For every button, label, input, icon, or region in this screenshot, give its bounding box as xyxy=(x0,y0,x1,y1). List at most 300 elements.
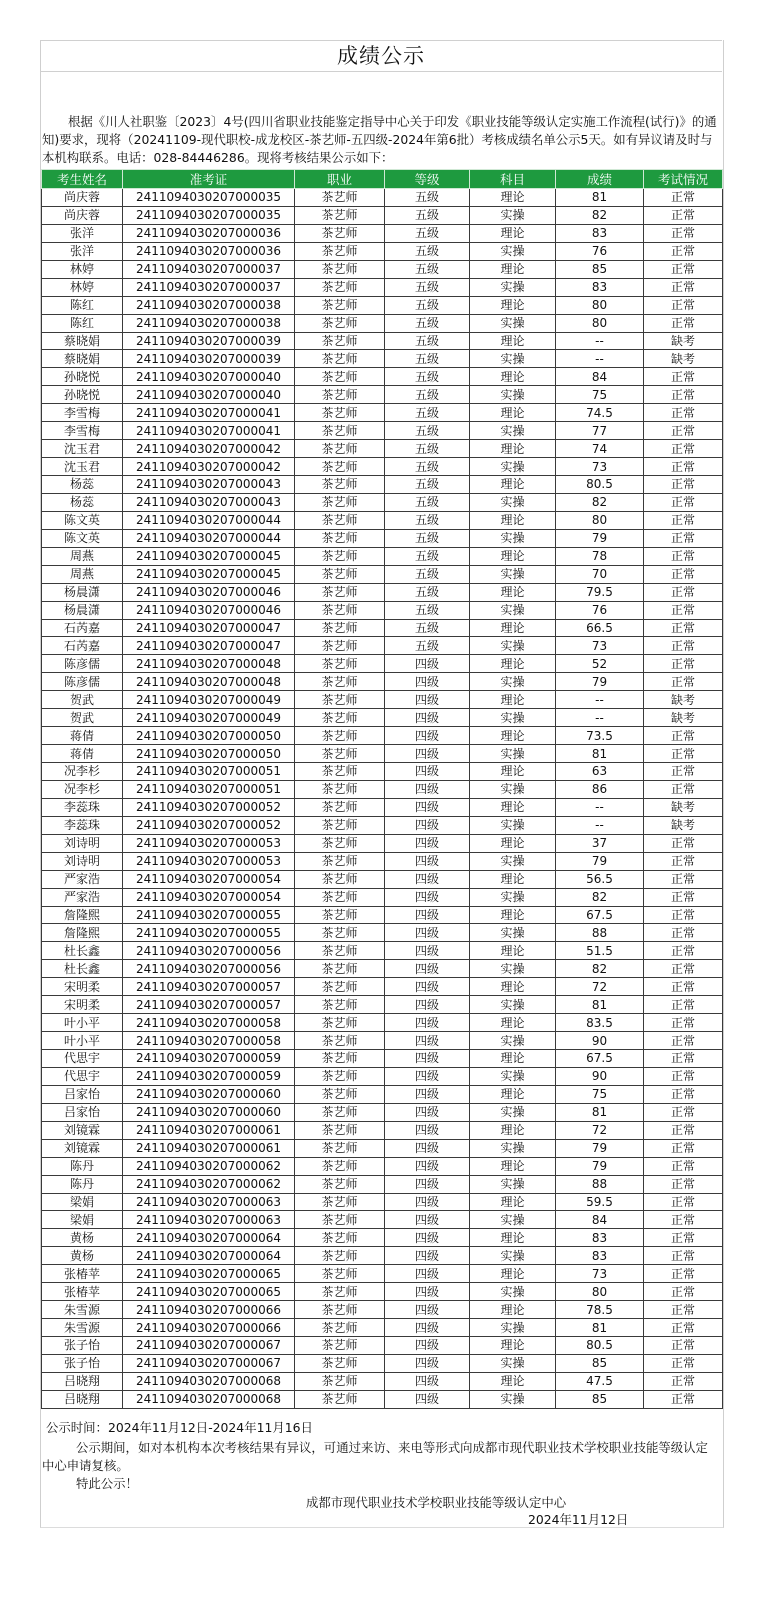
cell-ticket: 2411094030207000051 xyxy=(123,763,295,781)
table-row xyxy=(42,1337,723,1355)
cell-ticket: 2411094030207000037 xyxy=(123,278,295,296)
cell-occupation: 茶艺师 xyxy=(295,1050,385,1068)
cell-name: 况李杉 xyxy=(42,763,123,781)
cell-status: 正常 xyxy=(644,1157,723,1175)
table-row xyxy=(42,888,723,906)
cell-level: 四级 xyxy=(385,1319,470,1337)
cell-subject: 实操 xyxy=(470,422,556,440)
cell-score: 72 xyxy=(556,1121,644,1139)
cell-occupation: 茶艺师 xyxy=(295,1085,385,1103)
table-row xyxy=(42,1301,723,1319)
cell-level: 五级 xyxy=(385,511,470,529)
cell-occupation: 茶艺师 xyxy=(295,440,385,458)
table-row xyxy=(42,1229,723,1247)
cell-subject: 实操 xyxy=(470,673,556,691)
cell-subject: 实操 xyxy=(470,852,556,870)
signature-organization: 成都市现代职业技术学校职业技能等级认定中心 xyxy=(306,1495,567,1510)
cell-ticket: 2411094030207000066 xyxy=(123,1301,295,1319)
cell-score: 56.5 xyxy=(556,870,644,888)
cell-ticket: 2411094030207000047 xyxy=(123,637,295,655)
cell-occupation: 茶艺师 xyxy=(295,1372,385,1390)
cell-score: 47.5 xyxy=(556,1372,644,1390)
cell-status: 正常 xyxy=(644,673,723,691)
table-row xyxy=(42,1103,723,1121)
table-row xyxy=(42,314,723,332)
cell-score: 73 xyxy=(556,1265,644,1283)
cell-subject: 实操 xyxy=(470,350,556,368)
table-row xyxy=(42,1193,723,1211)
table-row xyxy=(42,601,723,619)
cell-subject: 理论 xyxy=(470,691,556,709)
cell-level: 四级 xyxy=(385,1390,470,1408)
cell-level: 四级 xyxy=(385,1301,470,1319)
cell-name: 陈红 xyxy=(42,296,123,314)
cell-subject: 实操 xyxy=(470,278,556,296)
table-row xyxy=(42,798,723,816)
cell-subject: 实操 xyxy=(470,745,556,763)
cell-score: 77 xyxy=(556,422,644,440)
cell-status: 正常 xyxy=(644,529,723,547)
cell-name: 孙晓悦 xyxy=(42,386,123,404)
cell-status: 正常 xyxy=(644,476,723,494)
cell-level: 四级 xyxy=(385,1139,470,1157)
cell-ticket: 2411094030207000055 xyxy=(123,906,295,924)
cell-score: -- xyxy=(556,350,644,368)
cell-status: 正常 xyxy=(644,1283,723,1301)
cell-subject: 理论 xyxy=(470,1085,556,1103)
cell-status: 正常 xyxy=(644,834,723,852)
table-row xyxy=(42,619,723,637)
cell-name: 陈丹 xyxy=(42,1157,123,1175)
cell-status: 缺考 xyxy=(644,332,723,350)
cell-subject: 理论 xyxy=(470,440,556,458)
cell-name: 严家浩 xyxy=(42,870,123,888)
cell-ticket: 2411094030207000063 xyxy=(123,1193,295,1211)
cell-occupation: 茶艺师 xyxy=(295,224,385,242)
cell-name: 朱雪源 xyxy=(42,1301,123,1319)
cell-level: 四级 xyxy=(385,1283,470,1301)
table-row xyxy=(42,350,723,368)
cell-score: 74 xyxy=(556,440,644,458)
table-row xyxy=(42,529,723,547)
cell-ticket: 2411094030207000058 xyxy=(123,1032,295,1050)
cell-score: 82 xyxy=(556,493,644,511)
cell-ticket: 2411094030207000055 xyxy=(123,924,295,942)
table-row xyxy=(42,1354,723,1372)
cell-score: 79 xyxy=(556,1157,644,1175)
cell-subject: 理论 xyxy=(470,189,556,207)
cell-status: 正常 xyxy=(644,296,723,314)
cell-occupation: 茶艺师 xyxy=(295,852,385,870)
cell-ticket: 2411094030207000062 xyxy=(123,1157,295,1175)
cell-occupation: 茶艺师 xyxy=(295,1229,385,1247)
table-row xyxy=(42,996,723,1014)
cell-ticket: 2411094030207000043 xyxy=(123,493,295,511)
cell-level: 四级 xyxy=(385,655,470,673)
cell-name: 尚庆蓉 xyxy=(42,206,123,224)
cell-status: 正常 xyxy=(644,1121,723,1139)
cell-score: 52 xyxy=(556,655,644,673)
cell-status: 正常 xyxy=(644,260,723,278)
cell-score: 82 xyxy=(556,206,644,224)
cell-name: 黄杨 xyxy=(42,1229,123,1247)
table-row xyxy=(42,924,723,942)
cell-ticket: 2411094030207000054 xyxy=(123,870,295,888)
cell-ticket: 2411094030207000054 xyxy=(123,888,295,906)
cell-name: 吕家怡 xyxy=(42,1103,123,1121)
cell-status: 正常 xyxy=(644,888,723,906)
cell-status: 正常 xyxy=(644,583,723,601)
cell-name: 杨晨潇 xyxy=(42,583,123,601)
table-row xyxy=(42,493,723,511)
cell-ticket: 2411094030207000043 xyxy=(123,476,295,494)
cell-score: 80.5 xyxy=(556,476,644,494)
cell-status: 正常 xyxy=(644,870,723,888)
cell-score: 82 xyxy=(556,960,644,978)
cell-name: 张椿苹 xyxy=(42,1265,123,1283)
table-row xyxy=(42,547,723,565)
cell-status: 正常 xyxy=(644,1319,723,1337)
cell-score: 85 xyxy=(556,1354,644,1372)
cell-ticket: 2411094030207000062 xyxy=(123,1175,295,1193)
cell-level: 四级 xyxy=(385,727,470,745)
cell-score: 59.5 xyxy=(556,1193,644,1211)
cell-name: 吕晓翔 xyxy=(42,1372,123,1390)
cell-ticket: 2411094030207000056 xyxy=(123,942,295,960)
cell-level: 五级 xyxy=(385,565,470,583)
table-row xyxy=(42,1247,723,1265)
cell-subject: 实操 xyxy=(470,493,556,511)
cell-occupation: 茶艺师 xyxy=(295,960,385,978)
cell-status: 正常 xyxy=(644,511,723,529)
cell-name: 詹隆熙 xyxy=(42,924,123,942)
cell-occupation: 茶艺师 xyxy=(295,422,385,440)
cell-ticket: 2411094030207000042 xyxy=(123,458,295,476)
cell-level: 五级 xyxy=(385,332,470,350)
results-table xyxy=(41,169,723,1409)
cell-score: -- xyxy=(556,709,644,727)
cell-level: 四级 xyxy=(385,870,470,888)
cell-level: 五级 xyxy=(385,206,470,224)
cell-subject: 实操 xyxy=(470,529,556,547)
cell-occupation: 茶艺师 xyxy=(295,906,385,924)
table-row xyxy=(42,296,723,314)
cell-status: 正常 xyxy=(644,1372,723,1390)
cell-occupation: 茶艺师 xyxy=(295,1283,385,1301)
cell-ticket: 2411094030207000068 xyxy=(123,1390,295,1408)
table-row xyxy=(42,709,723,727)
cell-ticket: 2411094030207000067 xyxy=(123,1337,295,1355)
cell-level: 五级 xyxy=(385,529,470,547)
cell-occupation: 茶艺师 xyxy=(295,727,385,745)
cell-occupation: 茶艺师 xyxy=(295,565,385,583)
cell-name: 陈丹 xyxy=(42,1175,123,1193)
cell-name: 孙晓悦 xyxy=(42,368,123,386)
cell-subject: 实操 xyxy=(470,1032,556,1050)
cell-ticket: 2411094030207000058 xyxy=(123,1014,295,1032)
cell-name: 周燕 xyxy=(42,565,123,583)
cell-ticket: 2411094030207000066 xyxy=(123,1319,295,1337)
header-score: 成绩 xyxy=(556,170,644,189)
cell-level: 五级 xyxy=(385,260,470,278)
cell-ticket: 2411094030207000064 xyxy=(123,1247,295,1265)
cell-ticket: 2411094030207000061 xyxy=(123,1121,295,1139)
page-title: 成绩公示 xyxy=(337,44,425,68)
cell-status: 正常 xyxy=(644,368,723,386)
cell-status: 正常 xyxy=(644,924,723,942)
cell-occupation: 茶艺师 xyxy=(295,583,385,601)
cell-level: 四级 xyxy=(385,1014,470,1032)
cell-score: -- xyxy=(556,798,644,816)
cell-score: 51.5 xyxy=(556,942,644,960)
cell-score: 90 xyxy=(556,1032,644,1050)
cell-ticket: 2411094030207000040 xyxy=(123,368,295,386)
cell-ticket: 2411094030207000051 xyxy=(123,780,295,798)
cell-occupation: 茶艺师 xyxy=(295,386,385,404)
cell-level: 四级 xyxy=(385,1067,470,1085)
cell-name: 刘诗明 xyxy=(42,852,123,870)
cell-subject: 实操 xyxy=(470,996,556,1014)
table-row xyxy=(42,1372,723,1390)
cell-subject: 理论 xyxy=(470,978,556,996)
cell-subject: 实操 xyxy=(470,924,556,942)
cell-level: 四级 xyxy=(385,942,470,960)
table-row xyxy=(42,332,723,350)
cell-ticket: 2411094030207000045 xyxy=(123,547,295,565)
cell-name: 贺武 xyxy=(42,691,123,709)
cell-name: 陈彦儒 xyxy=(42,655,123,673)
cell-name: 张子怡 xyxy=(42,1337,123,1355)
cell-occupation: 茶艺师 xyxy=(295,1121,385,1139)
cell-score: 80 xyxy=(556,511,644,529)
cell-name: 陈红 xyxy=(42,314,123,332)
cell-occupation: 茶艺师 xyxy=(295,870,385,888)
cell-score: 79 xyxy=(556,852,644,870)
cell-status: 正常 xyxy=(644,745,723,763)
cell-status: 正常 xyxy=(644,314,723,332)
cell-status: 正常 xyxy=(644,1103,723,1121)
cell-subject: 实操 xyxy=(470,1354,556,1372)
cell-subject: 理论 xyxy=(470,1301,556,1319)
cell-ticket: 2411094030207000063 xyxy=(123,1211,295,1229)
cell-ticket: 2411094030207000039 xyxy=(123,350,295,368)
cell-subject: 实操 xyxy=(470,601,556,619)
cell-occupation: 茶艺师 xyxy=(295,242,385,260)
cell-subject: 实操 xyxy=(470,1319,556,1337)
cell-name: 陈文英 xyxy=(42,511,123,529)
table-row xyxy=(42,1067,723,1085)
cell-score: -- xyxy=(556,816,644,834)
cell-status: 正常 xyxy=(644,1229,723,1247)
cell-name: 杜长鑫 xyxy=(42,960,123,978)
cell-score: 88 xyxy=(556,924,644,942)
cell-occupation: 茶艺师 xyxy=(295,780,385,798)
cell-score: 81 xyxy=(556,745,644,763)
cell-occupation: 茶艺师 xyxy=(295,1139,385,1157)
table-row xyxy=(42,906,723,924)
cell-score: 84 xyxy=(556,1211,644,1229)
cell-name: 宋明柔 xyxy=(42,978,123,996)
table-row xyxy=(42,691,723,709)
cell-score: 37 xyxy=(556,834,644,852)
table-row xyxy=(42,458,723,476)
cell-score: 80 xyxy=(556,1283,644,1301)
table-row xyxy=(42,870,723,888)
cell-status: 正常 xyxy=(644,422,723,440)
cell-name: 詹隆熙 xyxy=(42,906,123,924)
cell-ticket: 2411094030207000060 xyxy=(123,1085,295,1103)
cell-subject: 理论 xyxy=(470,655,556,673)
cell-subject: 实操 xyxy=(470,1283,556,1301)
cell-name: 张椿苹 xyxy=(42,1283,123,1301)
header-subject: 科目 xyxy=(470,170,556,189)
cell-name: 张子怡 xyxy=(42,1354,123,1372)
table-row xyxy=(42,1032,723,1050)
table-row xyxy=(42,1319,723,1337)
cell-status: 正常 xyxy=(644,655,723,673)
cell-status: 正常 xyxy=(644,458,723,476)
cell-level: 四级 xyxy=(385,1085,470,1103)
cell-level: 五级 xyxy=(385,601,470,619)
cell-ticket: 2411094030207000046 xyxy=(123,601,295,619)
cell-occupation: 茶艺师 xyxy=(295,619,385,637)
table-row xyxy=(42,673,723,691)
cell-level: 五级 xyxy=(385,422,470,440)
cell-subject: 理论 xyxy=(470,619,556,637)
cell-ticket: 2411094030207000056 xyxy=(123,960,295,978)
header-status: 考试情况 xyxy=(644,170,723,189)
cell-name: 李雪梅 xyxy=(42,404,123,422)
cell-occupation: 茶艺师 xyxy=(295,745,385,763)
cell-occupation: 茶艺师 xyxy=(295,493,385,511)
cell-occupation: 茶艺师 xyxy=(295,296,385,314)
cell-ticket: 2411094030207000038 xyxy=(123,296,295,314)
cell-level: 五级 xyxy=(385,458,470,476)
cell-status: 正常 xyxy=(644,404,723,422)
cell-name: 况李杉 xyxy=(42,780,123,798)
table-row xyxy=(42,242,723,260)
cell-subject: 理论 xyxy=(470,1337,556,1355)
cell-score: 79 xyxy=(556,1139,644,1157)
cell-score: -- xyxy=(556,691,644,709)
cell-level: 四级 xyxy=(385,691,470,709)
table-row xyxy=(42,565,723,583)
cell-score: 75 xyxy=(556,386,644,404)
cell-status: 正常 xyxy=(644,224,723,242)
header-occupation: 职业 xyxy=(295,170,385,189)
cell-score: 66.5 xyxy=(556,619,644,637)
cell-level: 四级 xyxy=(385,673,470,691)
cell-status: 缺考 xyxy=(644,691,723,709)
cell-occupation: 茶艺师 xyxy=(295,1175,385,1193)
cell-occupation: 茶艺师 xyxy=(295,368,385,386)
cell-occupation: 茶艺师 xyxy=(295,978,385,996)
table-row xyxy=(42,440,723,458)
cell-subject: 理论 xyxy=(470,296,556,314)
table-row xyxy=(42,422,723,440)
cell-subject: 理论 xyxy=(470,1372,556,1390)
table-row xyxy=(42,727,723,745)
cell-subject: 实操 xyxy=(470,637,556,655)
cell-occupation: 茶艺师 xyxy=(295,655,385,673)
table-row xyxy=(42,637,723,655)
cell-score: 78 xyxy=(556,547,644,565)
cell-subject: 实操 xyxy=(470,709,556,727)
cell-subject: 理论 xyxy=(470,260,556,278)
cell-level: 五级 xyxy=(385,493,470,511)
cell-status: 缺考 xyxy=(644,798,723,816)
cell-subject: 理论 xyxy=(470,906,556,924)
cell-ticket: 2411094030207000041 xyxy=(123,422,295,440)
cell-status: 正常 xyxy=(644,601,723,619)
cell-name: 梁娟 xyxy=(42,1211,123,1229)
cell-name: 蔡晓娟 xyxy=(42,350,123,368)
cell-occupation: 茶艺师 xyxy=(295,458,385,476)
cell-status: 正常 xyxy=(644,206,723,224)
cell-status: 正常 xyxy=(644,619,723,637)
cell-occupation: 茶艺师 xyxy=(295,1354,385,1372)
cell-level: 四级 xyxy=(385,924,470,942)
cell-name: 代思宇 xyxy=(42,1067,123,1085)
cell-ticket: 2411094030207000044 xyxy=(123,529,295,547)
cell-ticket: 2411094030207000053 xyxy=(123,834,295,852)
table-row xyxy=(42,368,723,386)
cell-subject: 理论 xyxy=(470,511,556,529)
cell-ticket: 2411094030207000064 xyxy=(123,1229,295,1247)
cell-subject: 理论 xyxy=(470,1265,556,1283)
cell-score: 79 xyxy=(556,529,644,547)
cell-occupation: 茶艺师 xyxy=(295,404,385,422)
cell-score: 83 xyxy=(556,1229,644,1247)
cell-score: 67.5 xyxy=(556,1050,644,1068)
table-row xyxy=(42,1175,723,1193)
cell-occupation: 茶艺师 xyxy=(295,763,385,781)
cell-score: 82 xyxy=(556,888,644,906)
cell-name: 李雪梅 xyxy=(42,422,123,440)
cell-score: 78.5 xyxy=(556,1301,644,1319)
cell-subject: 实操 xyxy=(470,206,556,224)
cell-score: 67.5 xyxy=(556,906,644,924)
cell-subject: 实操 xyxy=(470,242,556,260)
cell-score: 73.5 xyxy=(556,727,644,745)
cell-subject: 实操 xyxy=(470,386,556,404)
cell-occupation: 茶艺师 xyxy=(295,1014,385,1032)
cell-status: 正常 xyxy=(644,547,723,565)
cell-score: 76 xyxy=(556,601,644,619)
cell-name: 石芮嘉 xyxy=(42,637,123,655)
cell-ticket: 2411094030207000060 xyxy=(123,1103,295,1121)
table-row xyxy=(42,852,723,870)
cell-status: 正常 xyxy=(644,763,723,781)
cell-occupation: 茶艺师 xyxy=(295,673,385,691)
cell-level: 五级 xyxy=(385,637,470,655)
table-row xyxy=(42,1157,723,1175)
cell-score: 81 xyxy=(556,996,644,1014)
cell-level: 五级 xyxy=(385,476,470,494)
cell-name: 李蕊珠 xyxy=(42,816,123,834)
cell-level: 五级 xyxy=(385,224,470,242)
table-row xyxy=(42,780,723,798)
cell-occupation: 茶艺师 xyxy=(295,1193,385,1211)
cell-ticket: 2411094030207000052 xyxy=(123,816,295,834)
cell-level: 四级 xyxy=(385,1193,470,1211)
table-row xyxy=(42,745,723,763)
cell-status: 正常 xyxy=(644,996,723,1014)
cell-ticket: 2411094030207000057 xyxy=(123,996,295,1014)
cell-occupation: 茶艺师 xyxy=(295,260,385,278)
cell-level: 五级 xyxy=(385,350,470,368)
cell-score: 70 xyxy=(556,565,644,583)
